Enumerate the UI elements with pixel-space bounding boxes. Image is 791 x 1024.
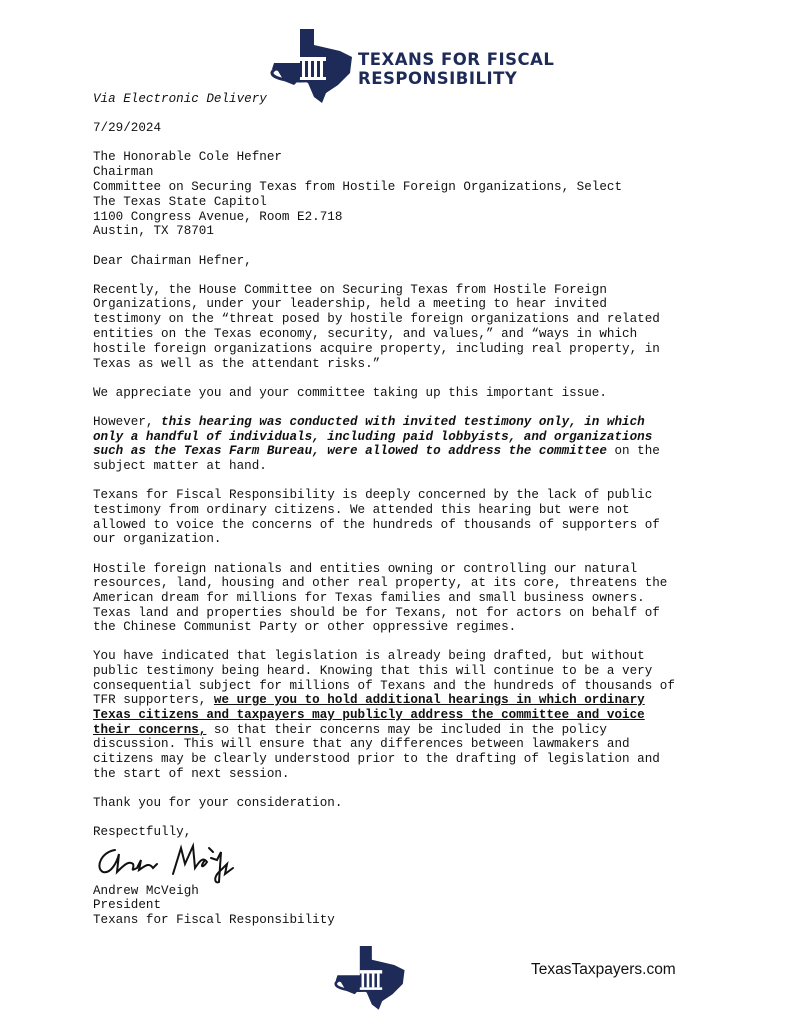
delivery-note: Via Electronic Delivery — [93, 92, 267, 106]
paragraph-line: testimony on the “threat posed by hostile foreign organizations and related — [93, 312, 660, 326]
paragraph-line: Texans for Fiscal Responsibility is deeply concerned by the lack of public — [93, 488, 653, 502]
paragraph-line: hostile foreign organizations acquire property, including real property, in — [93, 342, 660, 356]
recipient-line: Chairman — [93, 165, 154, 179]
org-name-line1: TEXANS FOR FISCAL — [358, 50, 555, 69]
letter-date: 7/29/2024 — [93, 121, 162, 135]
salutation: Dear Chairman Hefner, — [93, 254, 252, 268]
plain-text: TFR supporters, — [93, 693, 214, 707]
paragraph-line — [93, 444, 660, 459]
paragraph-line: Hostile foreign nationals and entities owning or controlling our natural — [93, 562, 638, 576]
org-name-heading — [358, 50, 554, 88]
paragraph-line: public testimony being heard. Knowing that this will continue to be a very — [93, 664, 653, 678]
emphasis-text: we urge you to hold additional hearings in which ordinary — [213, 693, 645, 707]
emphasis-text: this hearing was conducted with invited testimony only, in which — [161, 415, 645, 429]
closing-line: Respectfully, — [93, 825, 192, 839]
signer-name: Andrew McVeigh — [93, 884, 199, 898]
texas-capitol-logo-icon — [334, 944, 408, 1010]
paragraph-line: citizens may be clearly understood prior to the drafting of legislation and — [93, 752, 660, 766]
paragraph-line: discussion. This will ensure that any differences between lawmakers and — [93, 737, 630, 751]
paragraph-line: allowed to voice the concerns of the hundreds of thousands of supporters of — [93, 518, 660, 532]
plain-text: on the — [606, 444, 660, 458]
handwritten-signature — [93, 838, 263, 888]
paragraph-line: our organization. — [93, 532, 222, 546]
paragraph-line: the start of next session. — [93, 767, 290, 781]
recipient-line: Austin, TX 78701 — [93, 224, 214, 238]
paragraph-line: Texas as well as the attendant risks.” — [93, 357, 381, 371]
paragraph-line: Texas land and properties should be for Texans, not for actors on behalf of — [93, 606, 660, 620]
paragraph-line: entities on the Texas economy, security, and values,” and “ways in which — [93, 327, 638, 341]
paragraph-line: testimony from ordinary citizens. We attended this hearing but were not — [93, 503, 630, 517]
emphasis-text: their concerns, — [93, 723, 207, 737]
recipient-line: The Honorable Cole Hefner — [93, 150, 282, 164]
thanks-line: Thank you for your consideration. — [93, 796, 343, 810]
footer-website: TexasTaxpayers.com — [531, 961, 676, 978]
emphasis-text: such as the Texas Farm Bureau, were allowed to address the committee — [93, 444, 607, 458]
paragraph-line: subject matter at hand. — [93, 459, 267, 473]
paragraph-line — [93, 415, 645, 430]
paragraph-line — [93, 723, 607, 738]
paragraph-line: resources, land, housing and other real property, at its core, threatens the — [93, 576, 668, 590]
emphasis-line: Texas citizens and taxpayers may publicly address the committee and voice — [93, 708, 645, 722]
signer-title: President — [93, 898, 162, 912]
org-name-line2: RESPONSIBILITY — [358, 69, 518, 88]
plain-text: However, — [93, 415, 162, 429]
paragraph-line: Recently, the House Committee on Securing Texas from Hostile Foreign — [93, 283, 607, 297]
recipient-line: Committee on Securing Texas from Hostile Foreign Organizations, Select — [93, 180, 623, 194]
emphasis-line: only a handful of individuals, including paid lobbyists, and organizations — [93, 430, 653, 444]
paragraph-line: the Chinese Communist Party or other oppressive regimes. — [93, 620, 517, 634]
texas-capitol-logo-icon — [270, 27, 356, 103]
signer-org: Texans for Fiscal Responsibility — [93, 913, 335, 927]
paragraph-line: Organizations, under your leadership, held a meeting to hear invited — [93, 297, 607, 311]
paragraph-line — [93, 693, 645, 708]
recipient-line: 1100 Congress Avenue, Room E2.718 — [93, 210, 343, 224]
paragraph-line: American dream for millions for Texas families and small business owners. — [93, 591, 645, 605]
paragraph-line: consequential subject for millions of Texans and the hundreds of thousands of — [93, 679, 675, 693]
recipient-line: The Texas State Capitol — [93, 195, 267, 209]
paragraph-line: You have indicated that legislation is already being drafted, but without — [93, 649, 645, 663]
plain-text: so that their concerns may be included in the policy — [206, 723, 607, 737]
paragraph-line: We appreciate you and your committee taking up this important issue. — [93, 386, 607, 400]
